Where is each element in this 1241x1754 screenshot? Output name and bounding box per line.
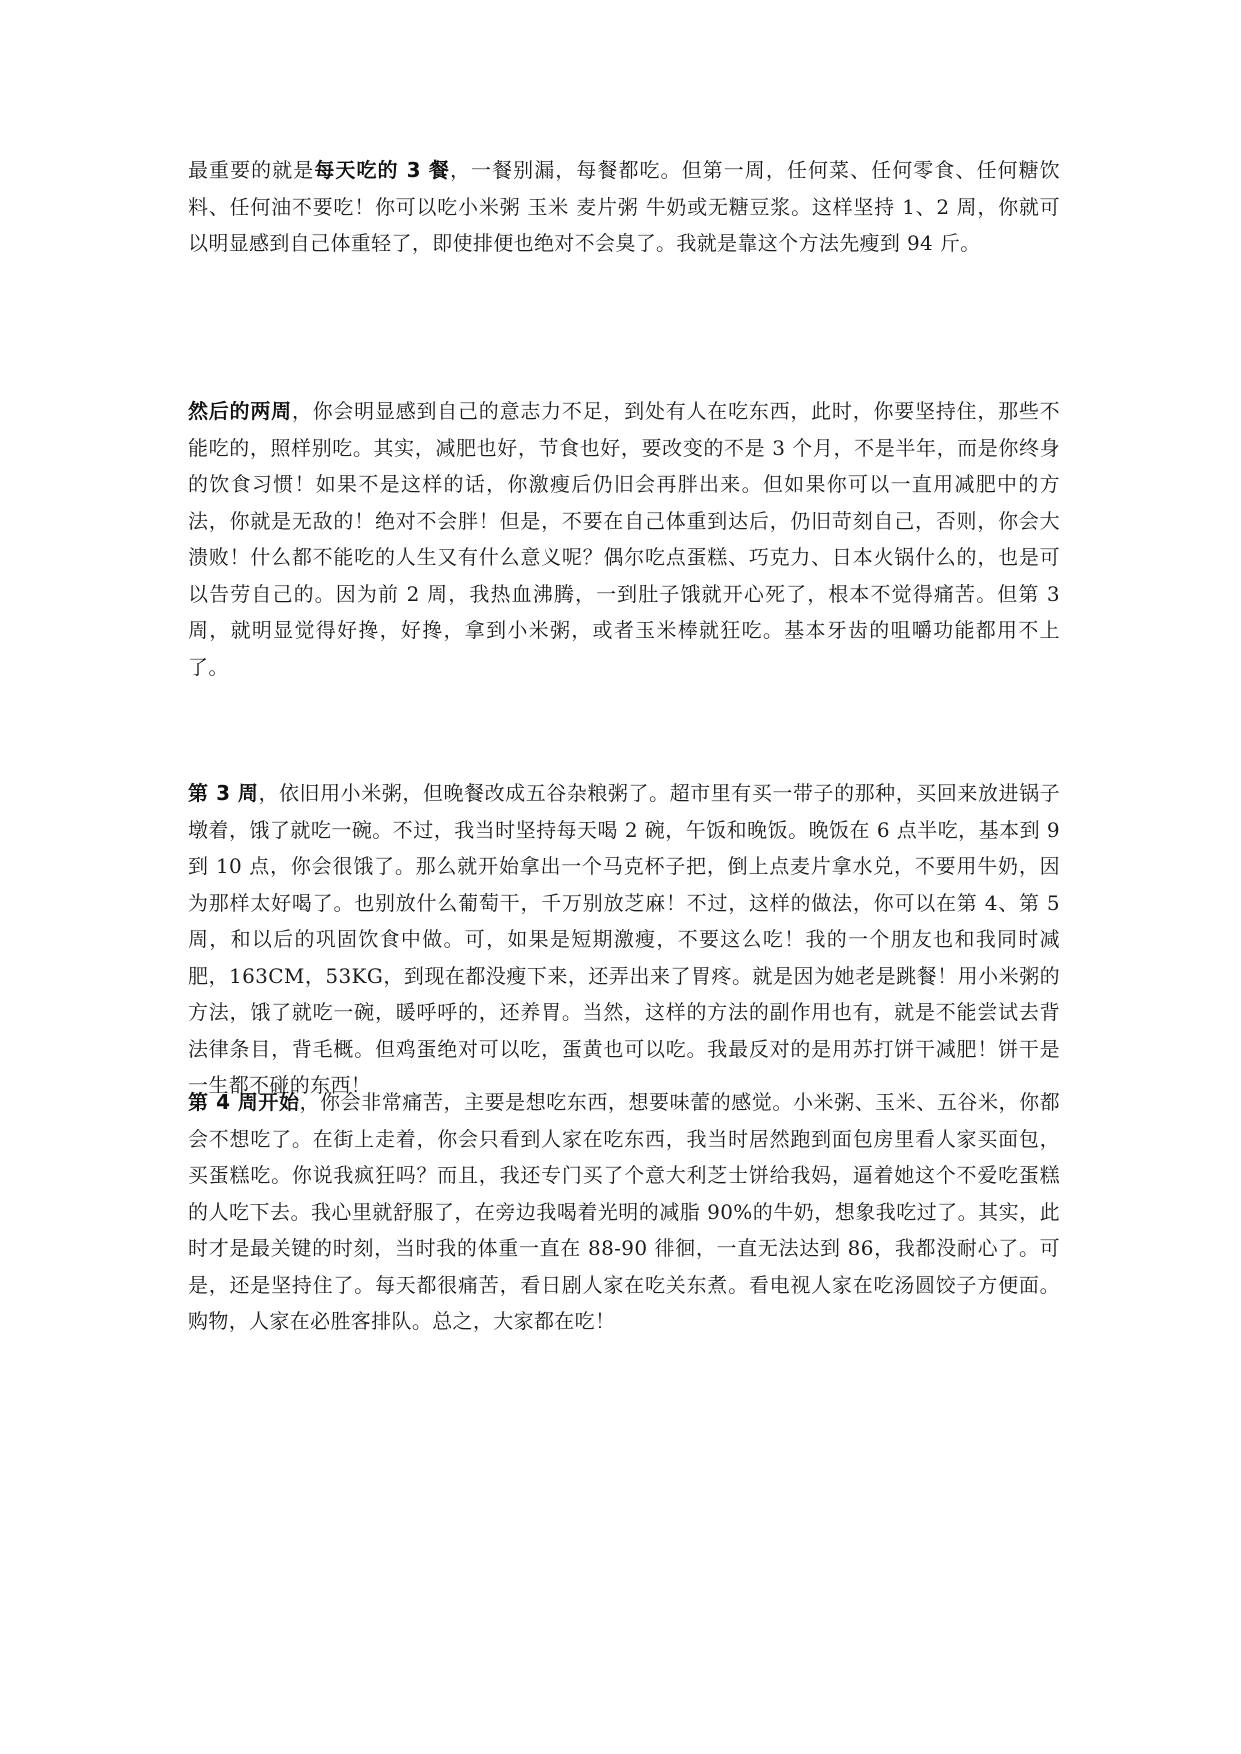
paragraph-heading: 每天吃的 3 餐 [314,158,450,182]
paragraph-body: ，依旧用小米粥，但晚餐改成五谷杂粮粥了。超市里有买一带子的那种，买回来放进锅子墩着，饿了就吃一碗。不过，我当时坚持每天喝 2 碗，午饭和晚饭。晚饭在 6 点半吃，基本到 9 到 10 点，你会很饿了。那么就开始拿出一个马克杯子把，倒上点麦片拿水兑，不要用牛奶，因为那样太好喝了。也别放什么葡萄干，千万别放芝麻！不过，这样的做法，你可以在第 4、第 5 周，和以后的巩固饮食中做。可，如果是短期激瘦，不要这么吃！我的一个朋友也和我同时减肥，163CM，53KG，到现在都没瘦下来，还弄出来了胃疼。就是因为她老是跳餐！用小米粥的方法，饿了就吃一碗，暖呼呼的，还养胃。当然，这样的方法的副作用也有，就是不能尝试去背法律条目，背毛概。但鸡蛋绝对可以吃，蛋黄也可以吃。我最反对的是用苏打饼干减肥！饼干是一生都不碰的东西！ [188,781,1061,1097]
paragraph-heading: 然后的两周 [188,399,292,423]
paragraph-heading: 第 3 周 [188,781,259,805]
paragraph-heading: 第 4 周开始 [188,1090,300,1114]
paragraph-body: ，一餐别漏，每餐都吃。但第一周，任何菜、任何零食、任何糖饮料、任何油不要吃！你可以吃小米粥 玉米 麦片粥 牛奶或无糖豆浆。这样坚持 1、2 周，你就可以明显感到自己体重轻了，即使排便也绝对不会臭了。我就是靠这个方法先瘦到 94 斤。 [188,158,1060,255]
paragraph-week-1 [188,152,1060,262]
paragraph-week-2 [188,393,1060,685]
paragraph-week-4 [188,1084,1060,1340]
paragraph-week-3 [188,775,1060,1104]
paragraph-intro: 最重要的就是 [188,158,315,182]
paragraph-body: ，你会非常痛苦，主要是想吃东西，想要味蕾的感觉。小米粥、玉米、五谷米，你都会不想吃了。在街上走着，你会只看到人家在吃东西，我当时居然跑到面包房里看人家买面包，买蛋糕吃。你说我疯狂吗？而且，我还专门买了个意大利芝士饼给我妈，逼着她这个不爱吃蛋糕的人吃下去。我心里就舒服了，在旁边我喝着光明的减脂 90%的牛奶，想象我吃过了。其实，此时才是最关键的时刻，当时我的体重一直在 88-90 徘徊，一直无法达到 86，我都没耐心了。可是，还是坚持住了。每天都很痛苦，看日剧人家在吃关东煮。看电视人家在吃汤圆饺子方便面。购物，人家在必胜客排队。总之，大家都在吃！ [188,1090,1060,1333]
paragraph-body: ，你会明显感到自己的意志力不足，到处有人在吃东西，此时，你要坚持住，那些不能吃的，照样别吃。其实，减肥也好，节食也好，要改变的不是 3 个月，不是半年，而是你终身的饮食习惯！如果不是这样的话，你激瘦后仍旧会再胖出来。但如果你可以一直用减肥中的方法，你就是无敌的！绝对不会胖！但是，不要在自己体重到达后，仍旧苛刻自己，否则，你会大溃败！什么都不能吃的人生又有什么意义呢？偶尔吃点蛋糕、巧克力、日本火锅什么的，也是可以告劳自己的。因为前 2 周，我热血沸腾，一到肚子饿就开心死了，根本不觉得痛苦。但第 3 周，就明显觉得好搀，好搀，拿到小米粥，或者玉米棒就狂吃。基本牙齿的咀嚼功能都用不上了。 [188,399,1060,679]
